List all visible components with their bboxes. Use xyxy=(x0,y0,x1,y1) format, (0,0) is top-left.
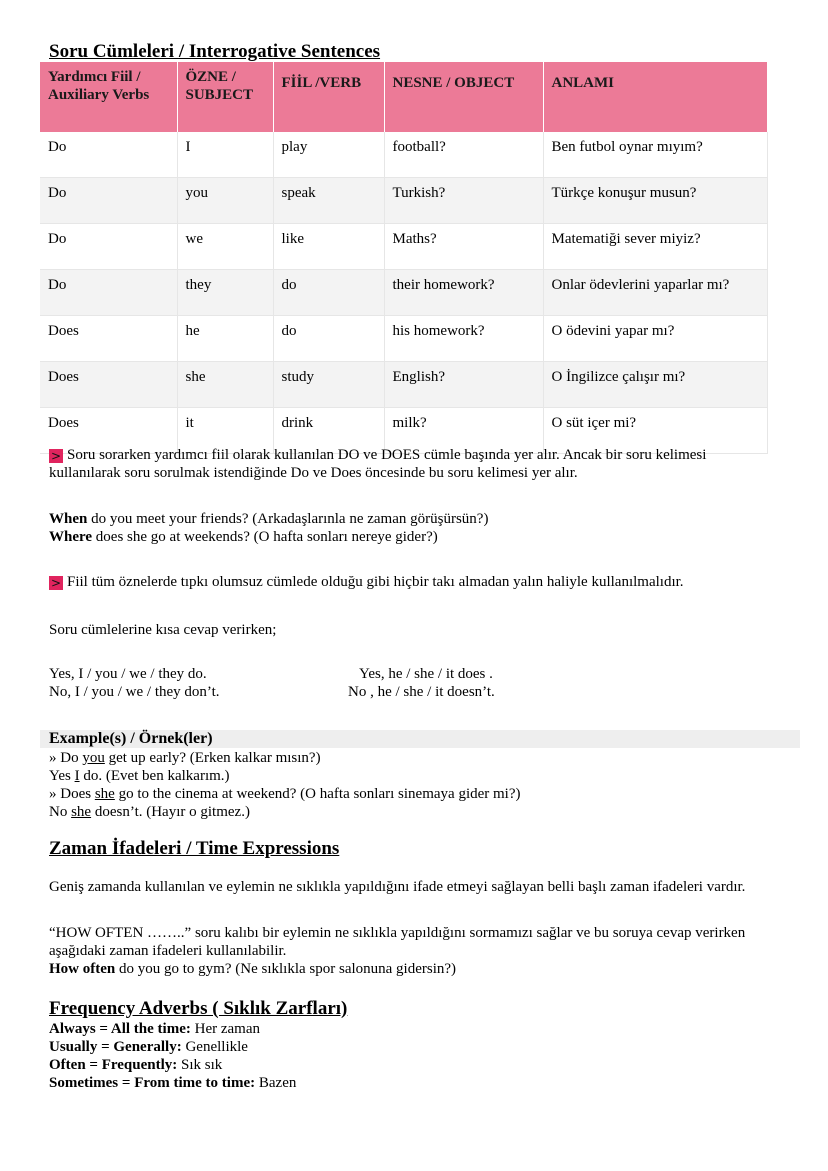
cell-object: Maths? xyxy=(384,224,543,270)
header-meaning: ANLAMI xyxy=(543,62,767,132)
example-line xyxy=(49,767,789,785)
cell-meaning: O süt içer mi? xyxy=(543,408,767,454)
adverb-meaning: Her zaman xyxy=(194,1021,261,1037)
cell-meaning: Onlar ödevlerini yaparlar mı? xyxy=(543,270,767,316)
cell-subject: we xyxy=(177,224,273,270)
section-title-interrogative: Soru Cümleleri / Interrogative Sentences xyxy=(49,41,381,62)
cell-verb: study xyxy=(273,362,384,408)
examples-heading: Example(s) / Örnek(ler) xyxy=(49,730,213,747)
question-rest: does she go at weekends? (O hafta sonları nereye gider?) xyxy=(95,529,438,545)
cell-object: his homework? xyxy=(384,316,543,362)
how-often-line1: “HOW OFTEN ……..” soru kalıbı bir eylemin ne sıklıkla yapıldığını sormamızı sağlar ve bu soruya cevap verirken xyxy=(49,925,746,941)
list-item xyxy=(49,1056,789,1074)
cell-verb: drink xyxy=(273,408,384,454)
note-verb-base-form xyxy=(49,573,789,591)
short-no-right: No , he / she / it doesn’t. xyxy=(348,684,495,700)
cell-verb: speak xyxy=(273,178,384,224)
example-text: » Do xyxy=(49,750,83,766)
cell-meaning: Ben futbol oynar mıyım? xyxy=(543,132,767,178)
cell-subject: they xyxy=(177,270,273,316)
cell-meaning: Matematiği sever miyiz? xyxy=(543,224,767,270)
example-line xyxy=(49,803,789,821)
note-auxiliary-position xyxy=(49,446,789,482)
pink-marker-icon: > xyxy=(50,576,62,590)
cell-verb: do xyxy=(273,316,384,362)
table-row xyxy=(40,362,767,408)
example-subject: she xyxy=(71,804,92,820)
example-text: go to the cinema at weekend? (O hafta sonları sinemaya gider mi?) xyxy=(114,786,521,802)
adverb-term: Sometimes = From time to time: xyxy=(49,1075,256,1091)
table-header-row xyxy=(40,62,767,132)
question-word: When xyxy=(49,511,88,527)
adverb-meaning: Genellikle xyxy=(185,1039,248,1055)
cell-object: Turkish? xyxy=(384,178,543,224)
cell-meaning: O İngilizce çalışır mı? xyxy=(543,362,767,408)
cell-object: milk? xyxy=(384,408,543,454)
cell-object: their homework? xyxy=(384,270,543,316)
cell-meaning: Türkçe konuşur musun? xyxy=(543,178,767,224)
section-title-time-expressions: Zaman İfadeleri / Time Expressions xyxy=(49,838,340,859)
cell-object: English? xyxy=(384,362,543,408)
header-object: NESNE / OBJECT xyxy=(384,62,543,132)
question-rest: do you meet your friends? (Arkadaşlarınla ne zaman görüşürsün?) xyxy=(91,511,489,527)
example-line xyxy=(49,785,789,803)
time-expressions-intro: Geniş zamanda kullanılan ve eylemin ne sıklıkla yapıldığını ifade etmeyi sağlayan belli başlı zaman ifadeleri vardır. xyxy=(49,879,746,895)
how-often-explanation xyxy=(49,924,789,978)
adverb-term: Always = All the time: xyxy=(49,1021,191,1037)
cell-auxiliary: Does xyxy=(40,408,177,454)
list-item xyxy=(49,1020,789,1038)
cell-subject: you xyxy=(177,178,273,224)
adverb-term: Often = Frequently: xyxy=(49,1057,178,1073)
cell-auxiliary: Does xyxy=(40,316,177,362)
cell-auxiliary: Do xyxy=(40,224,177,270)
example-subject: you xyxy=(82,750,105,766)
short-answers-right xyxy=(348,665,495,701)
adverb-term: Usually = Generally: xyxy=(49,1039,182,1055)
example-text: doesn’t. (Hayır o gitmez.) xyxy=(91,804,250,820)
adverb-meaning: Bazen xyxy=(258,1075,297,1091)
table-row xyxy=(40,316,767,362)
header-verb: FİİL /VERB xyxy=(273,62,384,132)
example-text: » Does xyxy=(49,786,95,802)
adverb-meaning: Sık sık xyxy=(181,1057,223,1073)
short-yes-left: Yes, I / you / we / they do. xyxy=(49,666,207,682)
pink-marker-icon: > xyxy=(50,449,62,463)
list-item xyxy=(49,1038,789,1056)
cell-meaning: O ödevini yapar mı? xyxy=(543,316,767,362)
question-rest: do you go to gym? (Ne sıklıkla spor salonuna gidersin?) xyxy=(119,961,457,977)
short-no-left: No, I / you / we / they don’t. xyxy=(49,684,220,700)
header-auxiliary: Yardımcı Fiil / Auxiliary Verbs xyxy=(40,62,177,132)
short-answers-left xyxy=(49,665,220,701)
cell-auxiliary: Do xyxy=(40,178,177,224)
example-subject: she xyxy=(94,786,115,802)
cell-subject: she xyxy=(177,362,273,408)
short-yes-right: Yes, he / she / it does . xyxy=(359,666,493,682)
table-row xyxy=(40,132,767,178)
note2-text: Fiil tüm öznelerde tıpkı olumsuz cümlede olduğu gibi hiçbir takı almadan yalın haliyle kullanılmalıdır. xyxy=(67,574,684,590)
question-word-examples xyxy=(49,510,789,546)
cell-object: football? xyxy=(384,132,543,178)
example-text: get up early? (Erken kalkar mısın?) xyxy=(104,750,321,766)
example-text: Yes xyxy=(49,768,75,784)
question-word: How often xyxy=(49,961,116,977)
cell-auxiliary: Does xyxy=(40,362,177,408)
short-answer-intro: Soru cümlelerine kısa cevap verirken; xyxy=(49,622,277,638)
header-subject: ÖZNE / SUBJECT xyxy=(177,62,273,132)
cell-verb: play xyxy=(273,132,384,178)
example-line xyxy=(49,749,789,767)
cell-auxiliary: Do xyxy=(40,270,177,316)
cell-verb: do xyxy=(273,270,384,316)
table-row xyxy=(40,270,767,316)
cell-subject: he xyxy=(177,316,273,362)
question-where xyxy=(49,528,789,546)
note1-line1: Soru sorarken yardımcı fiil olarak kullanılan DO ve DOES cümle başında yer alır. Ancak bir soru kelimesi xyxy=(67,447,707,463)
example-text: No xyxy=(49,804,72,820)
frequency-adverb-list xyxy=(49,1020,789,1092)
cell-verb: like xyxy=(273,224,384,270)
list-item xyxy=(49,1074,789,1092)
example-text: do. (Evet ben kalkarım.) xyxy=(79,768,230,784)
table-row xyxy=(40,224,767,270)
cell-subject: it xyxy=(177,408,273,454)
how-often-question xyxy=(49,960,789,978)
interrogative-table xyxy=(40,62,768,454)
section-title-frequency-adverbs: Frequency Adverbs ( Sıklık Zarfları) xyxy=(49,998,348,1019)
question-when xyxy=(49,510,789,528)
table-row xyxy=(40,178,767,224)
cell-subject: I xyxy=(177,132,273,178)
cell-auxiliary: Do xyxy=(40,132,177,178)
question-word: Where xyxy=(49,529,93,545)
note1-line2: kullanılarak soru sorulmak istendiğinde Do ve Does öncesinde bu soru kelimesi yer alır. xyxy=(49,465,578,481)
how-often-line2: aşağıdaki zaman ifadeleri kullanılabilir. xyxy=(49,943,287,959)
example-subject: I xyxy=(74,768,80,784)
examples-list xyxy=(49,749,789,821)
